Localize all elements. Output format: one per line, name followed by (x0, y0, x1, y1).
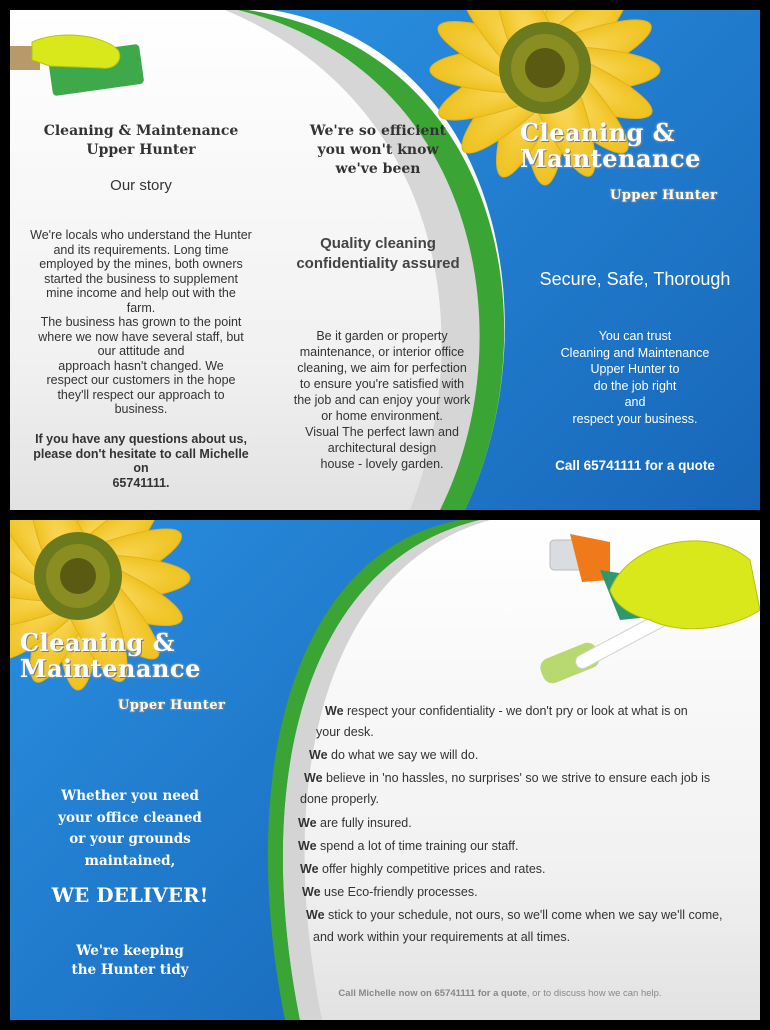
efficient-tagline: We're so efficient you won't know we've been (309, 123, 447, 177)
list-item: We stick to your schedule, not ours, so we'll come when we say we'll come, (306, 908, 723, 922)
call-quote: Call 65741111 for a quote (555, 458, 715, 473)
middle-body-text: Be it garden or property maintenance, or interior office cleaning, we aim for perfection to ensure you're satisfied with the job and can enjoy your work or home environment. Visual The perfect lawn and architectural design house - lovely garden. (293, 329, 471, 471)
list-item: We respect your confidentiality - we don't pry or look at what is on (325, 704, 688, 718)
left-heading-line2: Upper Hunter (86, 142, 196, 158)
list-item: your desk. (316, 725, 374, 739)
left-heading (16, 122, 266, 160)
list-item: We spend a lot of time training our staff. (298, 839, 519, 853)
slogan: Secure, Safe, Thorough (539, 269, 731, 289)
trust-text: You can trust Cleaning and Maintenance Upper Hunter to do the job right and respect your business. (560, 329, 710, 426)
list-item: and work within your requirements at all times. (313, 930, 571, 944)
cover-subtitle: Upper Hunter (610, 188, 718, 203)
inside-subtitle: Upper Hunter (118, 698, 226, 713)
contact-text: If you have any questions about us, please don't hesitate to call Michelle on 65741111. (33, 432, 249, 490)
left-heading-line1: Cleaning & Maintenance (43, 123, 239, 139)
our-story-heading: Our story (110, 177, 172, 194)
brochure-outside-page (10, 10, 760, 510)
whether-text: Whether you need your office cleaned or your grounds maintained, (58, 788, 202, 869)
spray-bottle-brush-icon (537, 534, 760, 686)
list-item: We offer highly competitive prices and rates. (300, 862, 546, 876)
list-item: We use Eco-friendly processes. (302, 885, 478, 899)
list-item: done properly. (300, 792, 379, 806)
glove-sponge-icon (10, 35, 144, 96)
list-item: We do what we say we will do. (309, 748, 479, 762)
inside-title: Cleaning & Maintenance (20, 628, 201, 683)
we-deliver: WE DELIVER! (51, 883, 209, 907)
list-item: We believe in 'no hassles, no surprises' so we strive to ensure each job is (304, 771, 711, 785)
story-text: We're locals who understand the Hunter and its requirements. Long time employed by the mines, both owners started the business to supplement mine income and help out with the farm. The business has grown to the point where we now have several staff, but our attitude and approach hasn't changed. We respect our customers in the hope they'll respect our approach to business. (30, 228, 252, 416)
cover-title: Cleaning & Maintenance (520, 118, 701, 173)
keeping-tidy: We're keeping the Hunter tidy (71, 943, 189, 978)
list-item: We are fully insured. (298, 816, 412, 830)
footer-call: Call Michelle now on 65741111 for a quote, or to discuss how we can help. (338, 988, 662, 999)
quality-heading: Quality cleaning confidentiality assured (296, 235, 460, 272)
brochure-inside-page (10, 520, 760, 1020)
